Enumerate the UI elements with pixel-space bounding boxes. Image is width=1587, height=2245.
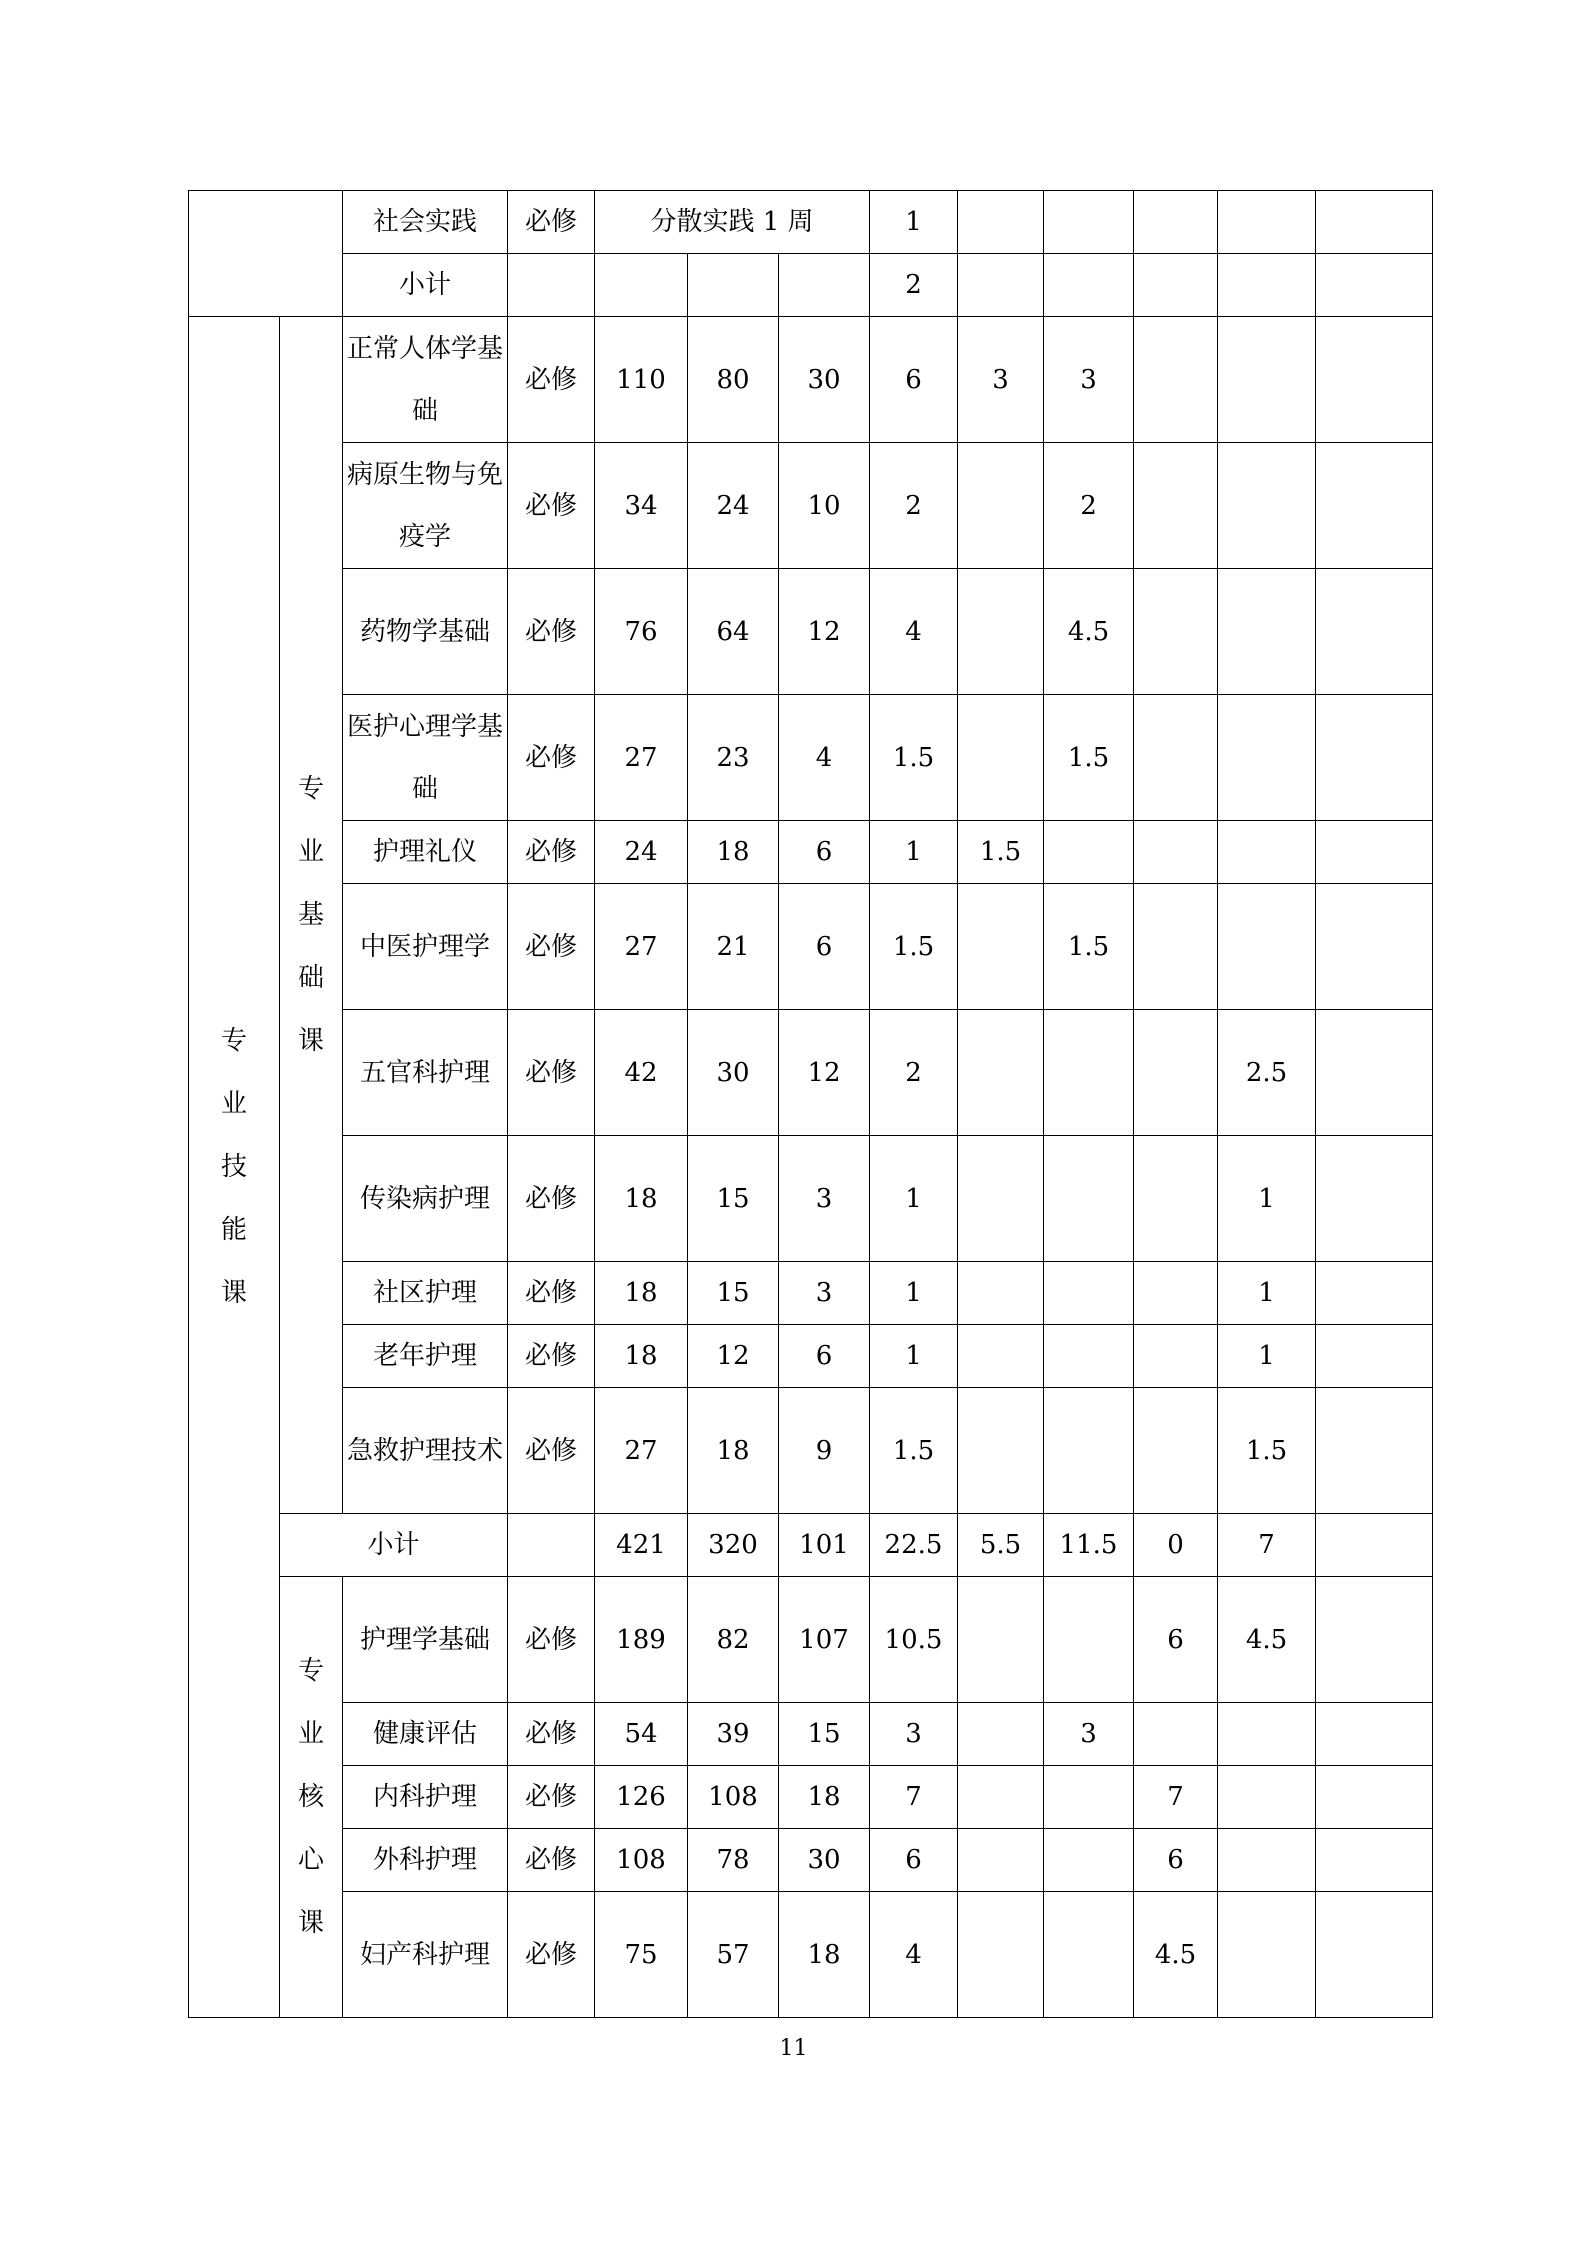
course-name: 药物学基础 [343,569,508,695]
practice-hours: 30 [779,317,870,443]
group-foundation-label [280,317,343,1514]
course-name: 社会实践 [343,191,508,254]
total-hours: 76 [595,569,688,695]
total-hours: 27 [595,695,688,821]
course-type: 必修 [508,1262,595,1325]
semester-3: 4.5 [1134,1892,1218,2018]
table-row [189,1262,1433,1325]
practice-hours: 12 [779,569,870,695]
semester-1 [958,1388,1044,1514]
group-core-label-char: 业 [297,1718,324,1749]
theory-hours: 64 [688,569,779,695]
group-core-label [280,1577,343,2018]
theory-hours: 23 [688,695,779,821]
semester-1 [958,1136,1044,1262]
credit: 22.5 [870,1514,958,1577]
semester-1 [958,1010,1044,1136]
total-hours: 421 [595,1514,688,1577]
table-row [189,821,1433,884]
total-hours: 110 [595,317,688,443]
semester-2 [1044,1325,1134,1388]
course-name: 急救护理技术 [343,1388,508,1514]
semester-3: 6 [1134,1829,1218,1892]
semester-5 [1316,191,1433,254]
practice-hours: 107 [779,1577,870,1703]
theory-hours: 78 [688,1829,779,1892]
theory-hours: 21 [688,884,779,1010]
semester-3 [1134,443,1218,569]
course-type: 必修 [508,1703,595,1766]
practice-hours: 101 [779,1514,870,1577]
course-type: 必修 [508,1892,595,2018]
course-type: 必修 [508,317,595,443]
table-row [189,1703,1433,1766]
theory-hours: 15 [688,1136,779,1262]
practice-hours: 4 [779,695,870,821]
semester-4 [1218,1766,1316,1829]
semester-5 [1316,1703,1433,1766]
semester-3 [1134,1262,1218,1325]
course-type: 必修 [508,1577,595,1703]
total-hours: 27 [595,1388,688,1514]
semester-1 [958,1262,1044,1325]
semester-4 [1218,191,1316,254]
credit: 4 [870,1892,958,2018]
total-hours: 189 [595,1577,688,1703]
semester-4: 2.5 [1218,1010,1316,1136]
semester-4 [1218,1892,1316,2018]
semester-2: 3 [1044,1703,1134,1766]
semester-5 [1316,1262,1433,1325]
semester-5 [1316,1766,1433,1829]
group-skills-label-char: 课 [220,1277,247,1308]
table-row [189,695,1433,821]
credit: 7 [870,1766,958,1829]
theory-hours: 18 [688,1388,779,1514]
semester-5 [1316,569,1433,695]
table-row [189,1325,1433,1388]
practice-hours: 18 [779,1892,870,2018]
semester-4 [1218,884,1316,1010]
semester-4 [1218,254,1316,317]
semester-1 [958,1325,1044,1388]
semester-2: 11.5 [1044,1514,1134,1577]
table-row [189,317,1433,443]
group-foundation-label-char: 基 [297,899,324,930]
course-name: 老年护理 [343,1325,508,1388]
semester-2 [1044,1136,1134,1262]
semester-3 [1134,1010,1218,1136]
semester-4 [1218,695,1316,821]
semester-4: 7 [1218,1514,1316,1577]
practice-hours: 10 [779,443,870,569]
semester-2 [1044,1262,1134,1325]
semester-2 [1044,191,1134,254]
semester-1: 3 [958,317,1044,443]
table-row [189,1577,1433,1703]
semester-5 [1316,1892,1433,2018]
group-foundation-label-char: 础 [297,962,324,993]
semester-2: 4.5 [1044,569,1134,695]
semester-5 [1316,1136,1433,1262]
semester-3 [1134,191,1218,254]
practice-hours: 12 [779,1010,870,1136]
total-hours: 75 [595,1892,688,2018]
credit: 6 [870,1829,958,1892]
course-type: 必修 [508,1388,595,1514]
theory-hours: 320 [688,1514,779,1577]
group-foundation-label-char: 专 [297,773,324,804]
practice-hours: 3 [779,1262,870,1325]
credit: 1.5 [870,1388,958,1514]
table-row [189,191,1433,254]
semester-4 [1218,569,1316,695]
semester-2: 3 [1044,317,1134,443]
total-hours: 34 [595,443,688,569]
semester-1 [958,884,1044,1010]
table-row [189,1514,1433,1577]
semester-5 [1316,1388,1433,1514]
group-skills-label-char: 技 [220,1151,247,1182]
group-foundation-label-char: 课 [297,1025,324,1056]
semester-1 [958,1703,1044,1766]
course-name: 妇产科护理 [343,1892,508,2018]
semester-3 [1134,821,1218,884]
theory-hours [688,254,779,317]
semester-2 [1044,1577,1134,1703]
total-hours [595,254,688,317]
practice-hours: 18 [779,1766,870,1829]
table-row [189,1010,1433,1136]
total-hours: 108 [595,1829,688,1892]
practice-hours: 15 [779,1703,870,1766]
page-number: 11 [779,2036,808,2061]
course-name: 传染病护理 [343,1136,508,1262]
course-type [508,254,595,317]
semester-5 [1316,695,1433,821]
semester-5 [1316,317,1433,443]
theory-hours: 57 [688,1892,779,2018]
group-skills-label-char: 业 [220,1088,247,1119]
credit: 10.5 [870,1577,958,1703]
table-row [189,884,1433,1010]
theory-hours: 24 [688,443,779,569]
credit: 3 [870,1703,958,1766]
course-type: 必修 [508,1325,595,1388]
semester-4 [1218,1703,1316,1766]
practice-hours: 3 [779,1136,870,1262]
group-skills-label-char: 专 [220,1025,247,1056]
credit: 1 [870,1325,958,1388]
credit: 1.5 [870,695,958,821]
theory-hours: 15 [688,1262,779,1325]
semester-2 [1044,254,1134,317]
semester-4 [1218,317,1316,443]
credit: 4 [870,569,958,695]
semester-1 [958,1577,1044,1703]
total-hours: 18 [595,1325,688,1388]
course-type [508,1514,595,1577]
semester-3 [1134,695,1218,821]
semester-4: 1 [1218,1262,1316,1325]
semester-5 [1316,884,1433,1010]
semester-3 [1134,254,1218,317]
semester-3 [1134,1388,1218,1514]
table-row [189,1136,1433,1262]
table-row [189,443,1433,569]
total-hours: 42 [595,1010,688,1136]
semester-2 [1044,1766,1134,1829]
semester-1 [958,254,1044,317]
semester-4: 4.5 [1218,1577,1316,1703]
theory-hours: 80 [688,317,779,443]
course-name: 中医护理学 [343,884,508,1010]
course-name: 五官科护理 [343,1010,508,1136]
group-skills-label [189,317,280,2018]
semester-5 [1316,443,1433,569]
practice-hours: 6 [779,821,870,884]
course-type: 必修 [508,1829,595,1892]
semester-4 [1218,1829,1316,1892]
semester-1 [958,695,1044,821]
semester-3: 0 [1134,1514,1218,1577]
curriculum-table [188,190,1433,2018]
table-row [189,1892,1433,2018]
course-type: 必修 [508,1766,595,1829]
total-hours: 27 [595,884,688,1010]
semester-1 [958,569,1044,695]
semester-1: 1.5 [958,821,1044,884]
semester-4: 1 [1218,1136,1316,1262]
semester-5 [1316,254,1433,317]
course-type: 必修 [508,569,595,695]
group-core-label-char: 核 [297,1781,324,1812]
course-name: 健康评估 [343,1703,508,1766]
course-name: 正常人体学基础 [343,317,508,443]
total-hours: 126 [595,1766,688,1829]
course-name: 护理学基础 [343,1577,508,1703]
course-type: 必修 [508,191,595,254]
semester-4: 1.5 [1218,1388,1316,1514]
semester-4 [1218,443,1316,569]
practice-hours: 9 [779,1388,870,1514]
semester-3 [1134,569,1218,695]
semester-2 [1044,1388,1134,1514]
semester-5 [1316,1010,1433,1136]
total-hours: 18 [595,1136,688,1262]
semester-3 [1134,317,1218,443]
credit: 2 [870,443,958,569]
credit: 1 [870,1136,958,1262]
course-type: 必修 [508,443,595,569]
semester-2 [1044,1010,1134,1136]
semester-3 [1134,1325,1218,1388]
theory-hours: 82 [688,1577,779,1703]
subtotal-label: 小计 [280,1514,508,1577]
practice-hours: 6 [779,884,870,1010]
semester-2 [1044,821,1134,884]
theory-hours: 39 [688,1703,779,1766]
theory-hours: 18 [688,821,779,884]
course-name: 社区护理 [343,1262,508,1325]
semester-2 [1044,1829,1134,1892]
semester-3 [1134,1703,1218,1766]
course-type: 必修 [508,884,595,1010]
practice-hours: 6 [779,1325,870,1388]
semester-5 [1316,1514,1433,1577]
course-name: 内科护理 [343,1766,508,1829]
theory-hours: 108 [688,1766,779,1829]
theory-hours: 12 [688,1325,779,1388]
course-name: 外科护理 [343,1829,508,1892]
group-skills-label-char: 能 [220,1214,247,1245]
table-row [189,254,1433,317]
group-core-label-char: 心 [297,1844,324,1875]
semester-3: 7 [1134,1766,1218,1829]
group-foundation-label-char: 业 [297,836,324,867]
semester-1 [958,1892,1044,2018]
semester-3: 6 [1134,1577,1218,1703]
practice-hours [779,254,870,317]
course-type: 必修 [508,821,595,884]
course-name: 小计 [343,254,508,317]
table-row [189,1766,1433,1829]
group-core-label-char: 专 [297,1655,324,1686]
course-name: 护理礼仪 [343,821,508,884]
semester-3 [1134,1136,1218,1262]
course-type: 必修 [508,1136,595,1262]
total-hours: 24 [595,821,688,884]
semester-3 [1134,884,1218,1010]
credit: 2 [870,1010,958,1136]
semester-2 [1044,1892,1134,2018]
semester-1 [958,1829,1044,1892]
semester-5 [1316,1829,1433,1892]
credit: 6 [870,317,958,443]
hours-note: 分散实践 1 周 [595,191,870,254]
semester-1 [958,1766,1044,1829]
semester-4 [1218,821,1316,884]
credit: 1 [870,1262,958,1325]
semester-5 [1316,1577,1433,1703]
table-row [189,1829,1433,1892]
credit: 1 [870,191,958,254]
semester-5 [1316,821,1433,884]
course-name: 医护心理学基础 [343,695,508,821]
course-type: 必修 [508,1010,595,1136]
semester-4: 1 [1218,1325,1316,1388]
practice-hours: 30 [779,1829,870,1892]
semester-1: 5.5 [958,1514,1044,1577]
total-hours: 18 [595,1262,688,1325]
table-row [189,1388,1433,1514]
credit: 1 [870,821,958,884]
semester-2: 2 [1044,443,1134,569]
group-core-label-char: 课 [297,1907,324,1938]
table-row [189,569,1433,695]
semester-1 [958,443,1044,569]
previous-category-cell [189,191,343,317]
theory-hours: 30 [688,1010,779,1136]
credit: 2 [870,254,958,317]
course-type: 必修 [508,695,595,821]
course-name: 病原生物与免疫学 [343,443,508,569]
semester-5 [1316,1325,1433,1388]
semester-1 [958,191,1044,254]
semester-2: 1.5 [1044,695,1134,821]
semester-2: 1.5 [1044,884,1134,1010]
credit: 1.5 [870,884,958,1010]
total-hours: 54 [595,1703,688,1766]
